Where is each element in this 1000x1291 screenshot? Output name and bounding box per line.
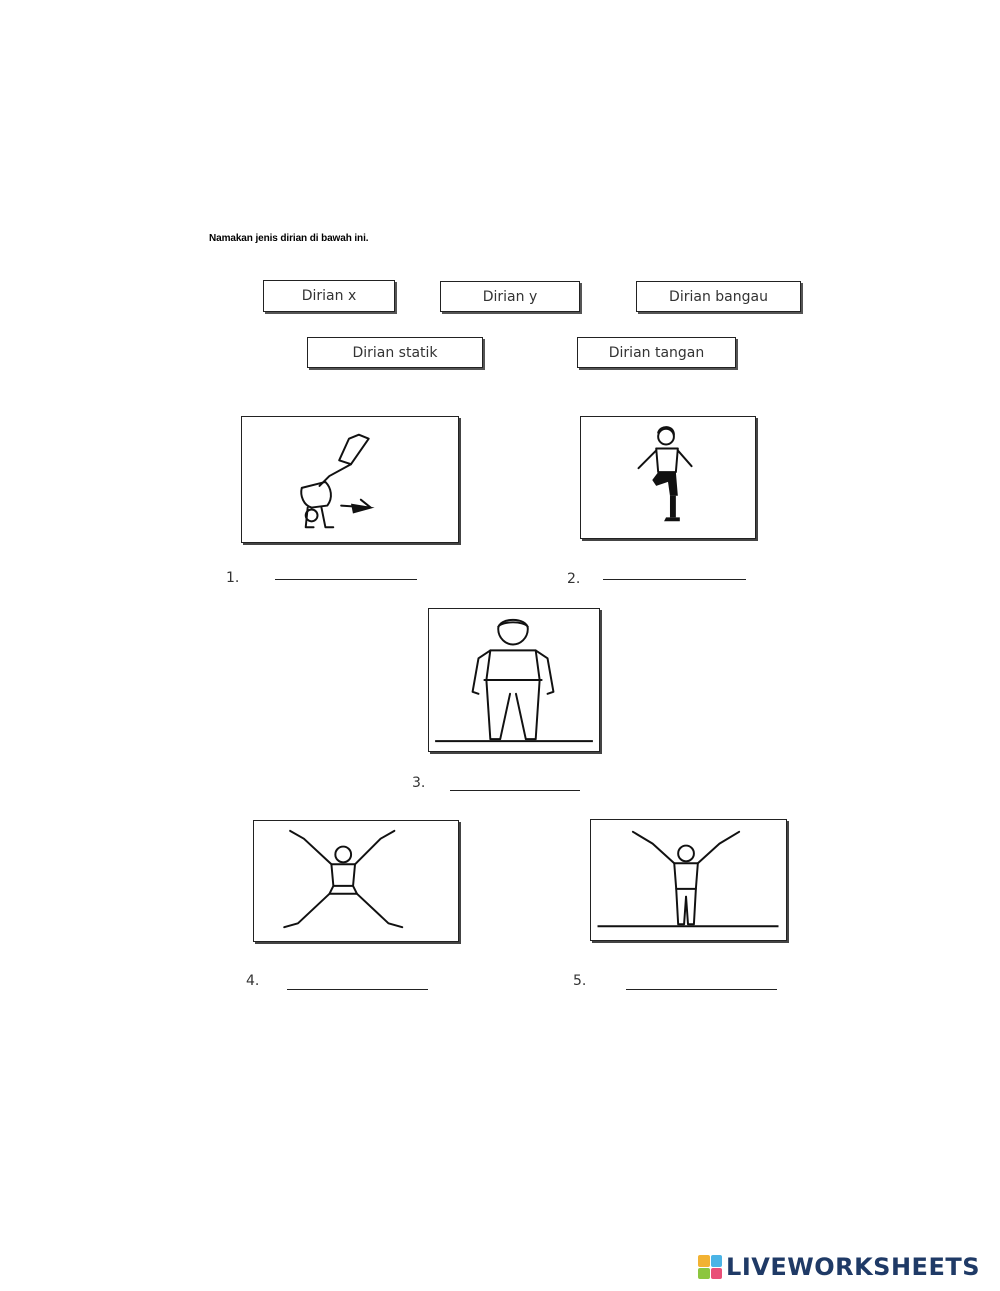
answer-blank[interactable] [275, 579, 417, 580]
word-bank-item: Dirian y [440, 281, 580, 312]
answer-blank[interactable] [626, 989, 777, 990]
stork-stand-picture [580, 416, 756, 539]
liveworksheets-logo-icon [698, 1255, 722, 1279]
word-bank-item: Dirian tangan [577, 337, 736, 368]
handstand-picture [241, 416, 459, 543]
answer-blank[interactable] [287, 989, 428, 990]
word-bank-item: Dirian x [263, 280, 395, 312]
y-stand-picture [590, 819, 787, 941]
liveworksheets-brand [698, 1253, 980, 1281]
static-stand-figure [429, 609, 599, 751]
answer-blank[interactable] [450, 790, 580, 791]
question-number: 2. [567, 571, 581, 587]
brand-name: LIVEWORKSHEETS [726, 1253, 980, 1281]
question-number: 4. [246, 973, 260, 989]
instruction-text: Namakan jenis dirian di bawah ini. [209, 233, 369, 244]
word-bank-item: Dirian statik [307, 337, 483, 368]
stork-stand-figure [581, 417, 755, 538]
answer-blank[interactable] [603, 579, 746, 580]
handstand-figure [242, 417, 458, 542]
question-number: 1. [226, 570, 240, 586]
word-bank-item: Dirian bangau [636, 281, 801, 312]
question-number: 3. [412, 775, 426, 791]
x-stand-picture [253, 820, 459, 942]
y-stand-figure [591, 820, 786, 940]
static-stand-picture [428, 608, 600, 752]
x-stand-figure [254, 821, 458, 941]
question-number: 5. [573, 973, 587, 989]
